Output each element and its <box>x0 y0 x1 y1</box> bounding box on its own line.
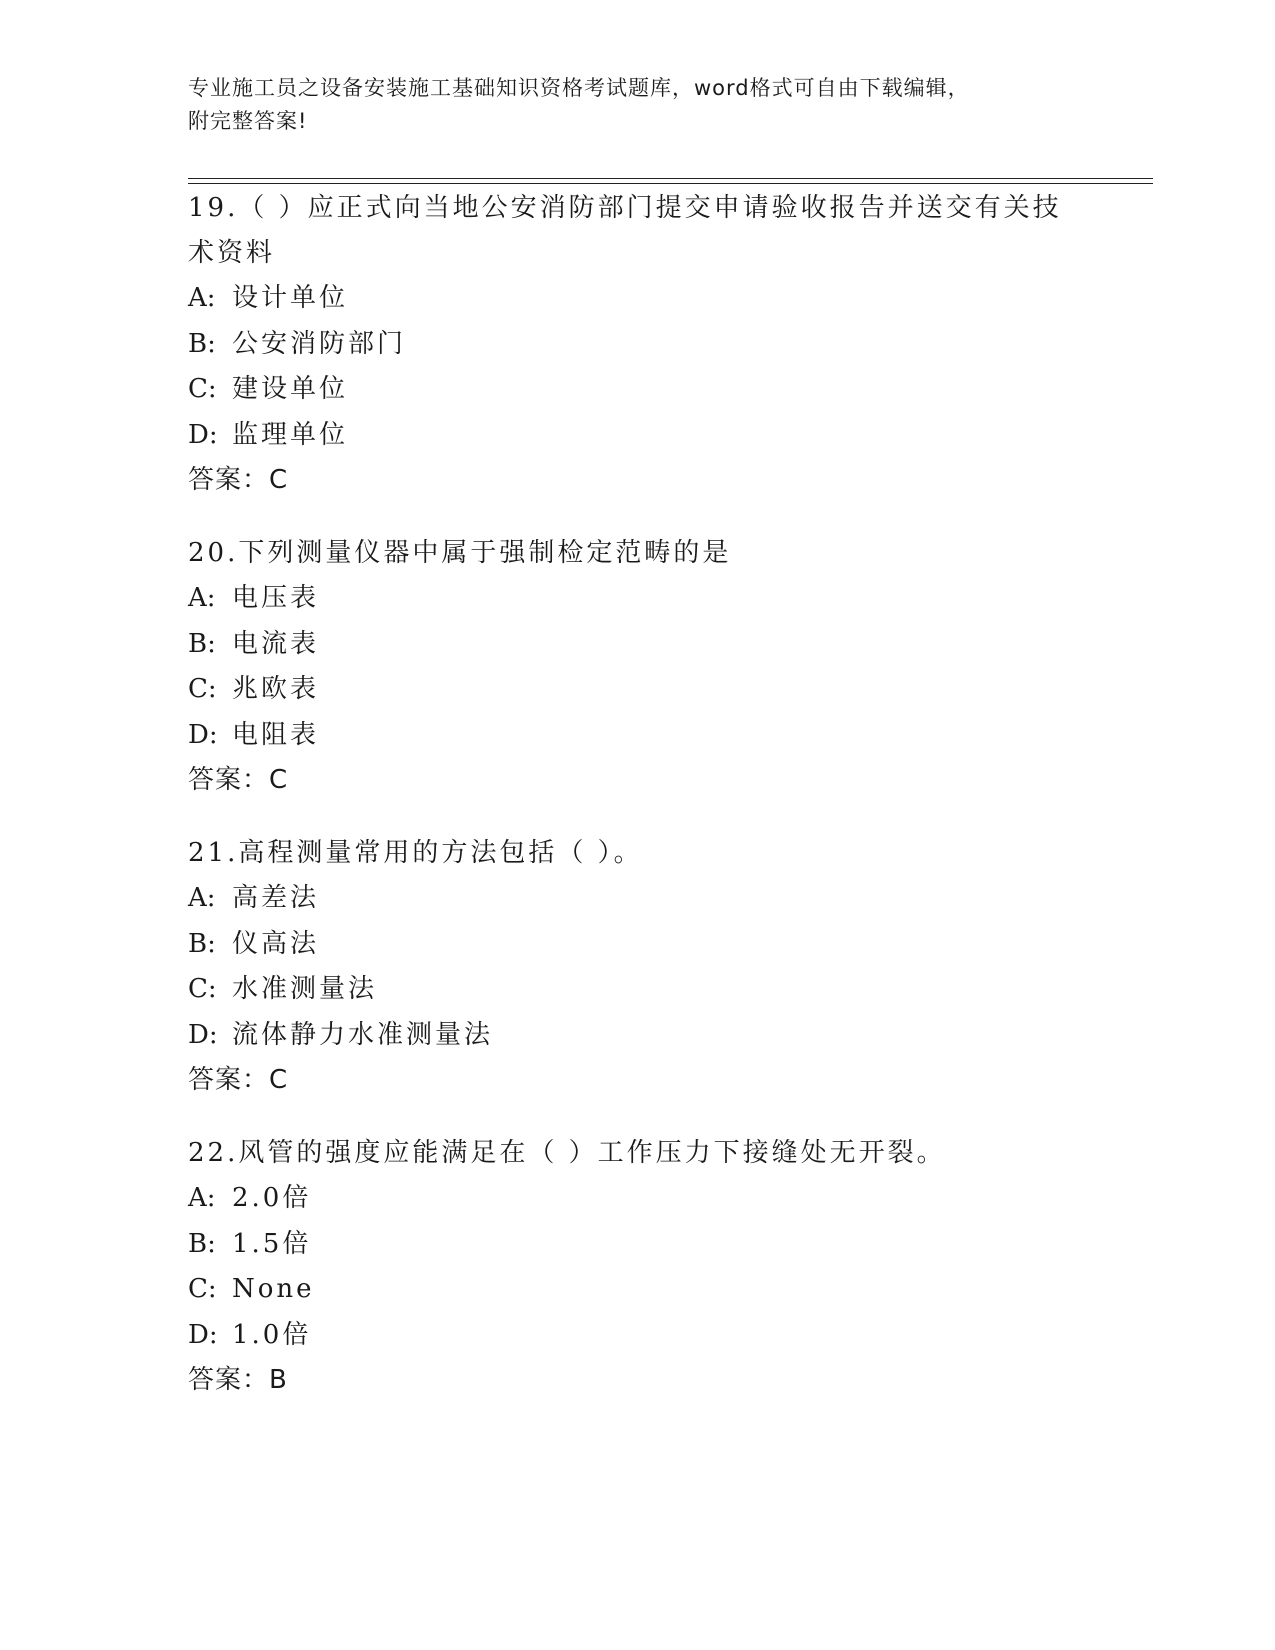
option-key: D: <box>188 419 218 450</box>
question-stem: 20.下列测量仪器中属于强制检定范畴的是 <box>188 538 732 568</box>
option-b <box>188 322 1088 368</box>
option-b <box>188 1222 1088 1268</box>
option-d <box>188 413 1088 459</box>
option-c <box>188 1267 1088 1313</box>
option-text: 电压表 <box>232 583 320 613</box>
option-key: C: <box>188 374 217 404</box>
option-text: 公安消防部门 <box>232 328 407 359</box>
question-21 <box>188 831 1088 1103</box>
option-text: 1.5倍 <box>232 1228 312 1259</box>
option-key: C: <box>188 974 217 1004</box>
option-key: A: <box>188 1183 216 1213</box>
option-a <box>188 576 1088 622</box>
option-a <box>188 1176 1088 1222</box>
option-b <box>188 622 1088 668</box>
answer-line: 答案：C <box>188 1065 289 1095</box>
option-a <box>188 876 1088 922</box>
header-line-1: 专业施工员之设备安装施工基础知识资格考试题库，word格式可自由下载编辑， <box>188 76 970 100</box>
question-stem: 22.风管的强度应能满足在（ ）工作压力下接缝处无开裂。 <box>188 1138 946 1168</box>
option-key: B: <box>188 1228 216 1259</box>
option-key: A: <box>188 283 216 313</box>
question-22 <box>188 1131 1088 1403</box>
answer-line: 答案：B <box>188 1365 288 1395</box>
option-c <box>188 967 1088 1013</box>
answer-line: 答案：C <box>188 465 289 495</box>
header-line-2: 附完整答案! <box>188 109 308 133</box>
option-key: D: <box>188 1319 218 1350</box>
question-stem: 19.（ ）应正式向当地公安消防部门提交申请验收报告并送交有关技术资料 <box>188 193 1062 268</box>
question-stem: 21.高程测量常用的方法包括（ ）。 <box>188 838 643 868</box>
option-text: 设计单位 <box>232 283 349 313</box>
question-list <box>188 186 1088 1431</box>
option-d <box>188 1013 1088 1059</box>
option-text: 水准测量法 <box>232 974 378 1004</box>
option-key: B: <box>188 928 216 959</box>
answer-line: 答案：C <box>188 765 289 795</box>
question-20 <box>188 531 1088 803</box>
option-key: C: <box>188 1274 217 1304</box>
option-text: 高差法 <box>232 883 320 913</box>
option-key: A: <box>188 583 216 613</box>
option-text: 流体静力水准测量法 <box>232 1019 494 1050</box>
option-text: 1.0倍 <box>232 1319 312 1350</box>
option-key: D: <box>188 1019 218 1050</box>
option-text: 仪高法 <box>232 928 320 959</box>
option-text: 建设单位 <box>232 374 349 404</box>
option-key: B: <box>188 328 216 359</box>
option-text: None <box>232 1274 315 1304</box>
option-text: 兆欧表 <box>232 674 320 704</box>
document-header <box>188 72 1068 138</box>
option-d <box>188 1313 1088 1359</box>
option-text: 2.0倍 <box>232 1183 312 1213</box>
option-key: C: <box>188 674 217 704</box>
header-divider-bottom <box>188 183 1153 184</box>
option-key: D: <box>188 719 218 750</box>
question-19 <box>188 186 1088 503</box>
option-key: B: <box>188 628 216 659</box>
option-c <box>188 367 1088 413</box>
option-key: A: <box>188 883 216 913</box>
option-text: 电流表 <box>232 628 320 659</box>
option-c <box>188 667 1088 713</box>
option-b <box>188 922 1088 968</box>
option-a <box>188 276 1088 322</box>
option-d <box>188 713 1088 759</box>
option-text: 电阻表 <box>232 719 320 750</box>
option-text: 监理单位 <box>232 419 349 450</box>
header-divider-top <box>188 178 1153 179</box>
